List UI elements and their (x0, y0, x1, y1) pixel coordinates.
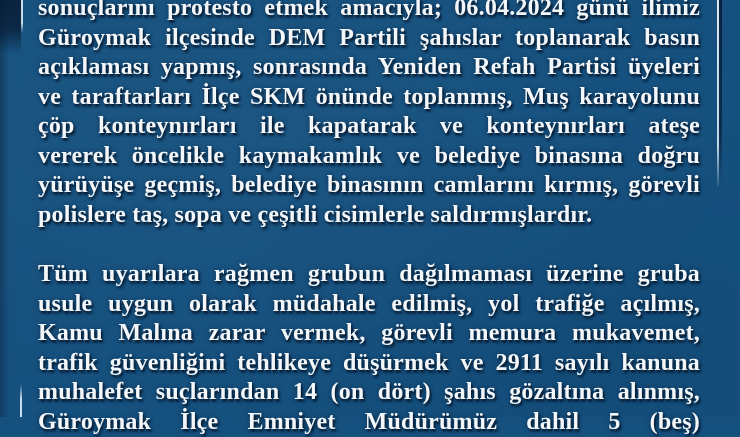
text-line: yürüyüşe geçmiş, belediye binasının camlarını kırmış, görevli (38, 171, 700, 201)
top-left-frame-line (21, 0, 23, 33)
statement-text (38, 0, 700, 437)
text-line: sonuçlarını protesto etmek amacıyla; 06.04.2024 günü ilimiz (38, 0, 700, 24)
paragraph (38, 0, 700, 230)
text-line: vererek öncelikle kaymakamlık ve belediye binasına doğru (38, 142, 700, 172)
text-line: Güroymak İlçe Emniyet Müdürümüz dahil 5 (beş) (38, 408, 700, 437)
text-line: çöp konteynırları ile kapatarak ve konteynırları ateşe (38, 112, 700, 142)
right-frame-line-shadow (719, 0, 722, 184)
top-left-corner-shade (0, 0, 21, 54)
text-line: ve taraftarları İlçe SKM önünde toplanmış, Muş karayolunu (38, 83, 700, 113)
bottom-left-frame-line (20, 384, 22, 417)
text-line: Tüm uyarılara rağmen grubun dağılmaması üzerine gruba (38, 260, 700, 290)
text-line: Güroymak ilçesinde DEM Partili şahıslar toplanarak basın (38, 24, 700, 54)
text-line: açıklaması yapmış, sonrasında Yeniden Refah Partisi üyeleri (38, 53, 700, 83)
text-line: usule uygun olarak müdahale edilmiş, yol trafiğe açılmış, (38, 290, 700, 320)
text-line: muhalefet suçlarından 14 (on dört) şahıs gözaltına alınmış, (38, 378, 700, 408)
text-line: Kamu Malına zarar vermek, görevli memura mukavemet, (38, 319, 700, 349)
right-frame-line (717, 0, 719, 186)
text-line: trafik güvenliğini tehlikeye düşürmek ve 2911 sayılı kanuna (38, 349, 700, 379)
left-edge-shade (0, 0, 9, 417)
text-line: polislere taş, sopa ve çeşitli cisimlerle saldırmışlardır. (38, 201, 700, 231)
paragraph (38, 260, 700, 437)
